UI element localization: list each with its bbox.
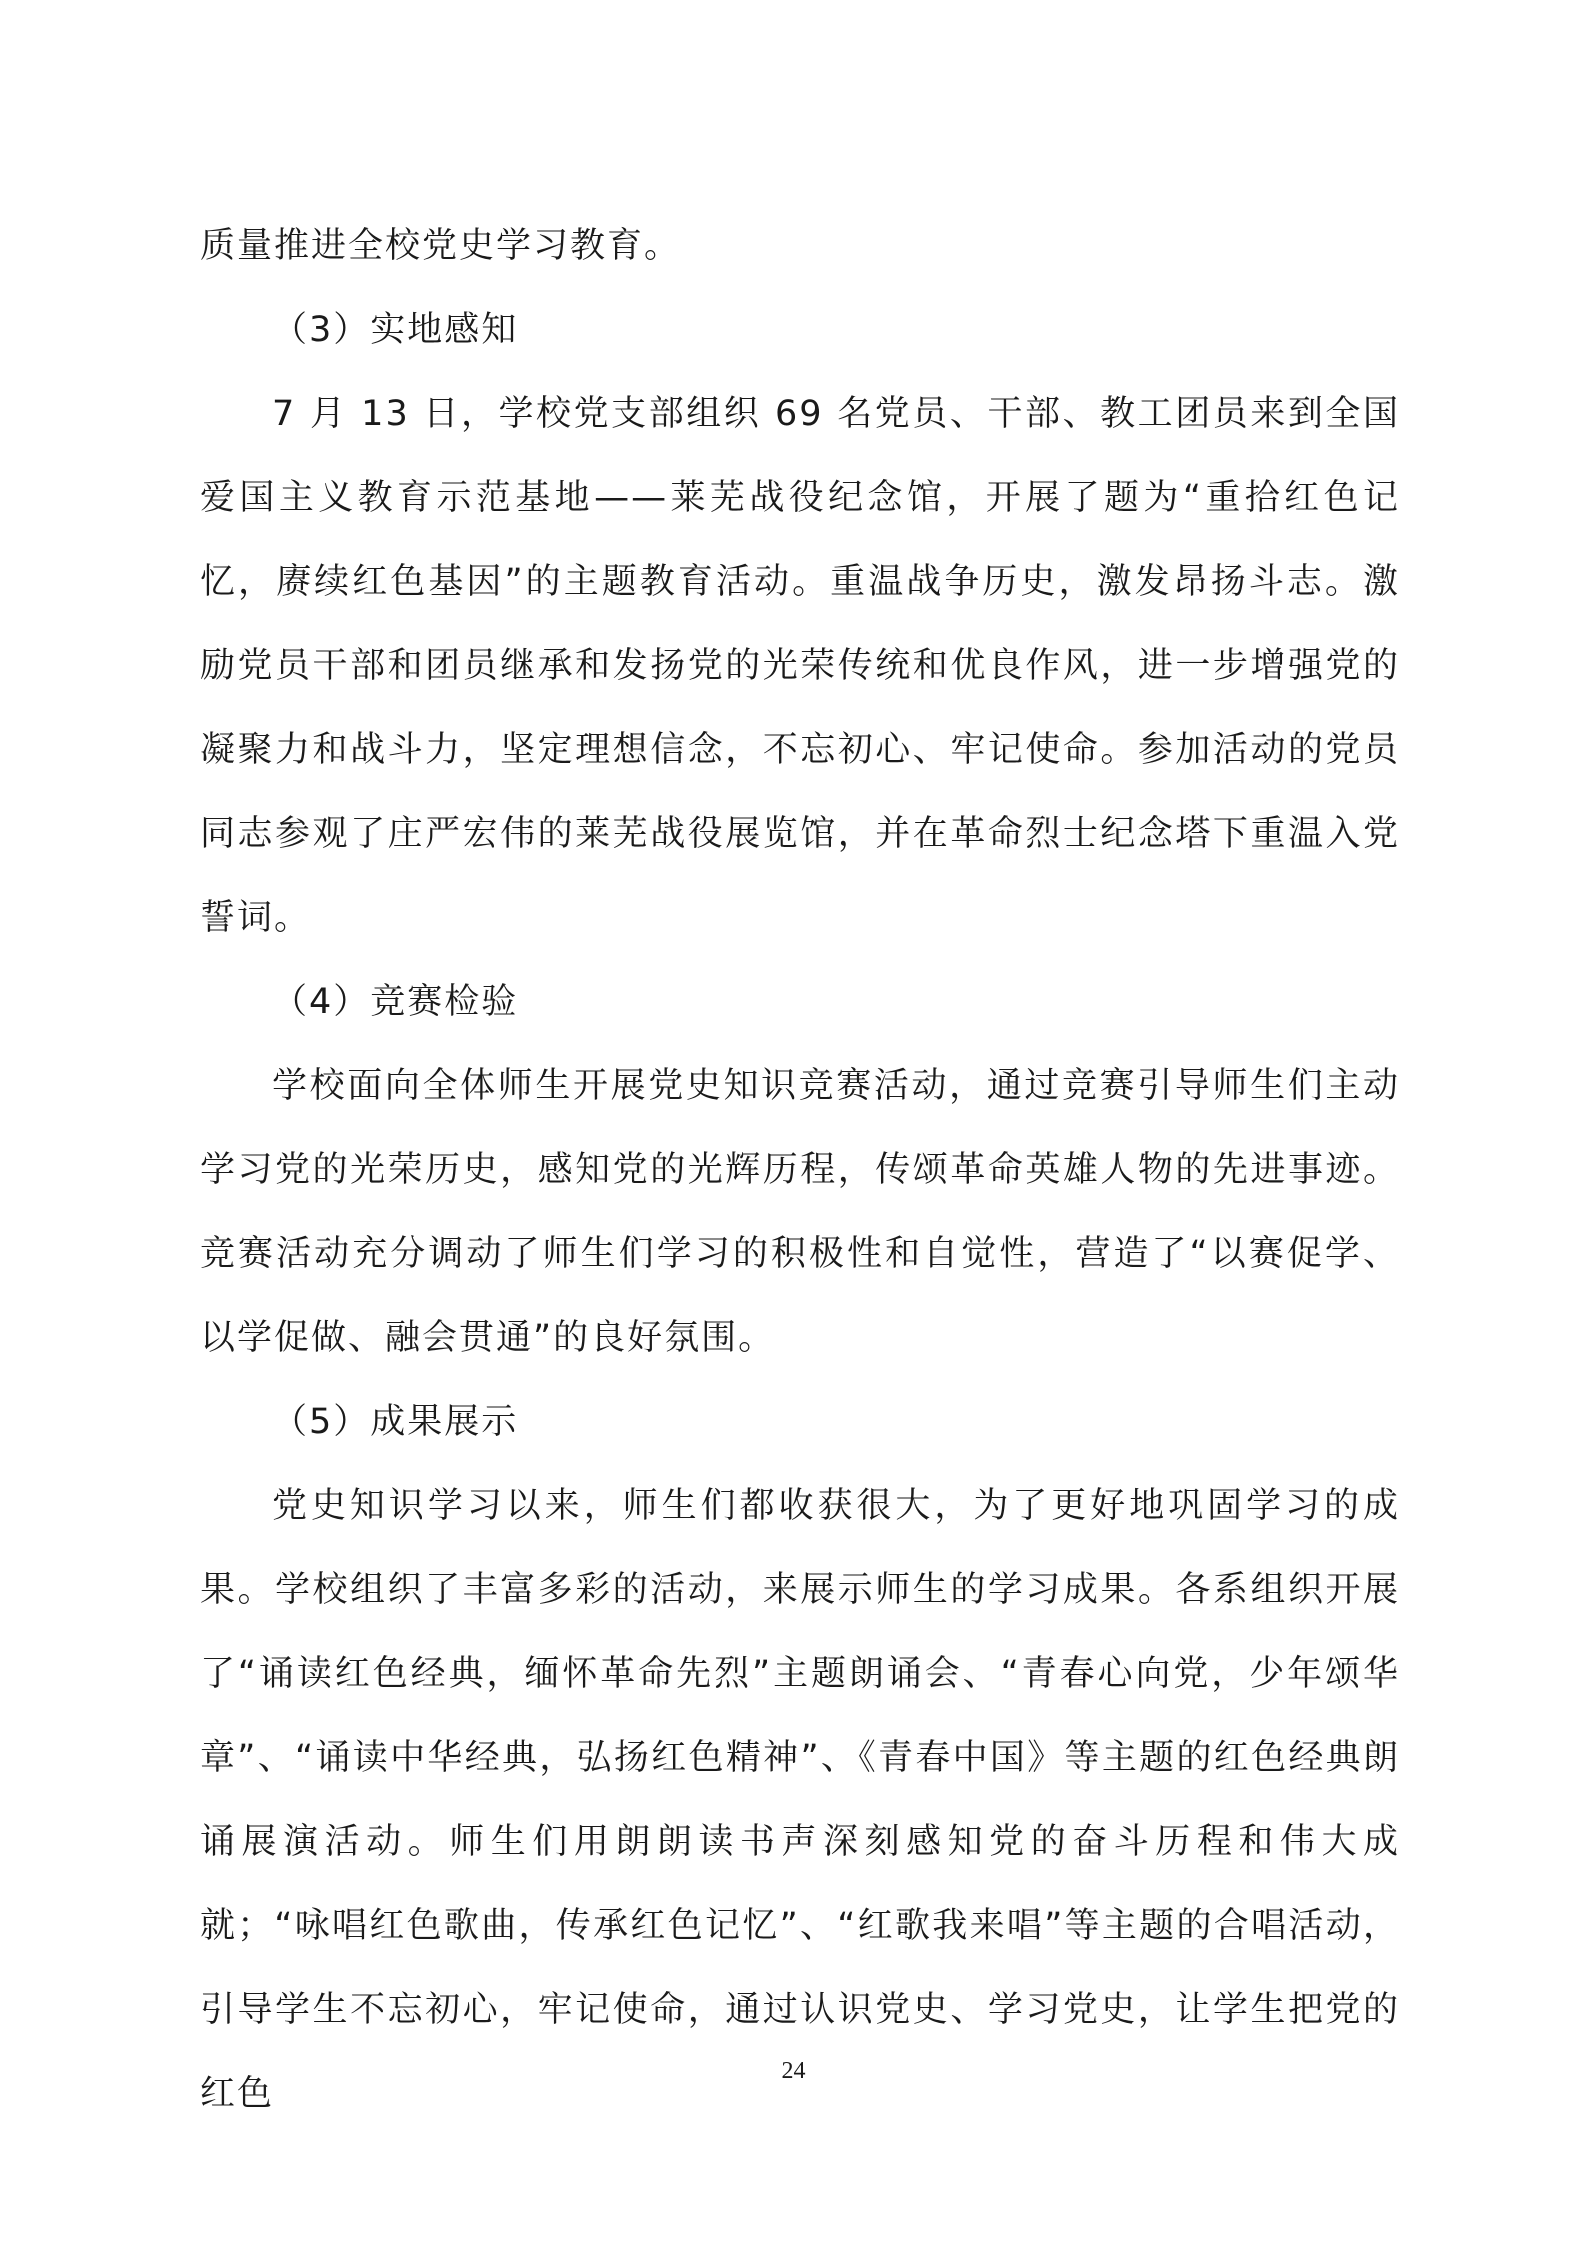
section-heading-competition-test: （4）竞赛检验 [272,982,519,1022]
paragraph-continuation: 质量推进全校党史学习教育。 [200,226,682,266]
paragraph-field-perception: 7 月 13 日，学校党支部组织 69 名党员、干部、教工团员来到全国爱国主义教育示范基地——莱芜战役纪念馆，开展了题为“重拾红色记忆，赓续红色基因”的主题教育活动。重温战争历史，激发昂扬斗志。激励党员干部和团员继承和发扬党的光荣传统和优良作风，进一步增强党的凝聚力和战斗力，坚定理想信念，不忘初心、牢记使命。参加活动的党员同志参观了庄严宏伟的莱芜战役展览馆，并在革命烈士纪念塔下重温入党誓词。 [200,394,1400,938]
section-heading-field-perception: （3）实地感知 [272,310,519,350]
paragraph-competition-test: 学校面向全体师生开展党史知识竞赛活动，通过竞赛引导师生们主动学习党的光荣历史，感知党的光辉历程，传颂革命英雄人物的先进事迹。竞赛活动充分调动了师生们学习的积极性和自觉性，营造了“以赛促学、以学促做、融会贯通”的良好氛围。 [200,1066,1400,1358]
page-number: 24 [781,2058,806,2084]
section-heading-achievement-display: （5）成果展示 [272,1402,519,1442]
document-body [200,204,1400,2136]
paragraph-achievement-display: 党史知识学习以来，师生们都收获很大，为了更好地巩固学习的成果。学校组织了丰富多彩的活动，来展示师生的学习成果。各系组织开展了“诵读红色经典，缅怀革命先烈”主题朗诵会、“青春心向党，少年颂华章”、“诵读中华经典，弘扬红色精神”、《青春中国》等主题的红色经典朗诵展演活动。师生们用朗朗读书声深刻感知党的奋斗历程和伟大成就；“咏唱红色歌曲，传承红色记忆”、“红歌我来唱”等主题的合唱活动，引导学生不忘初心，牢记使命，通过认识党史、学习党史，让学生把党的红色 [200,1486,1400,2114]
